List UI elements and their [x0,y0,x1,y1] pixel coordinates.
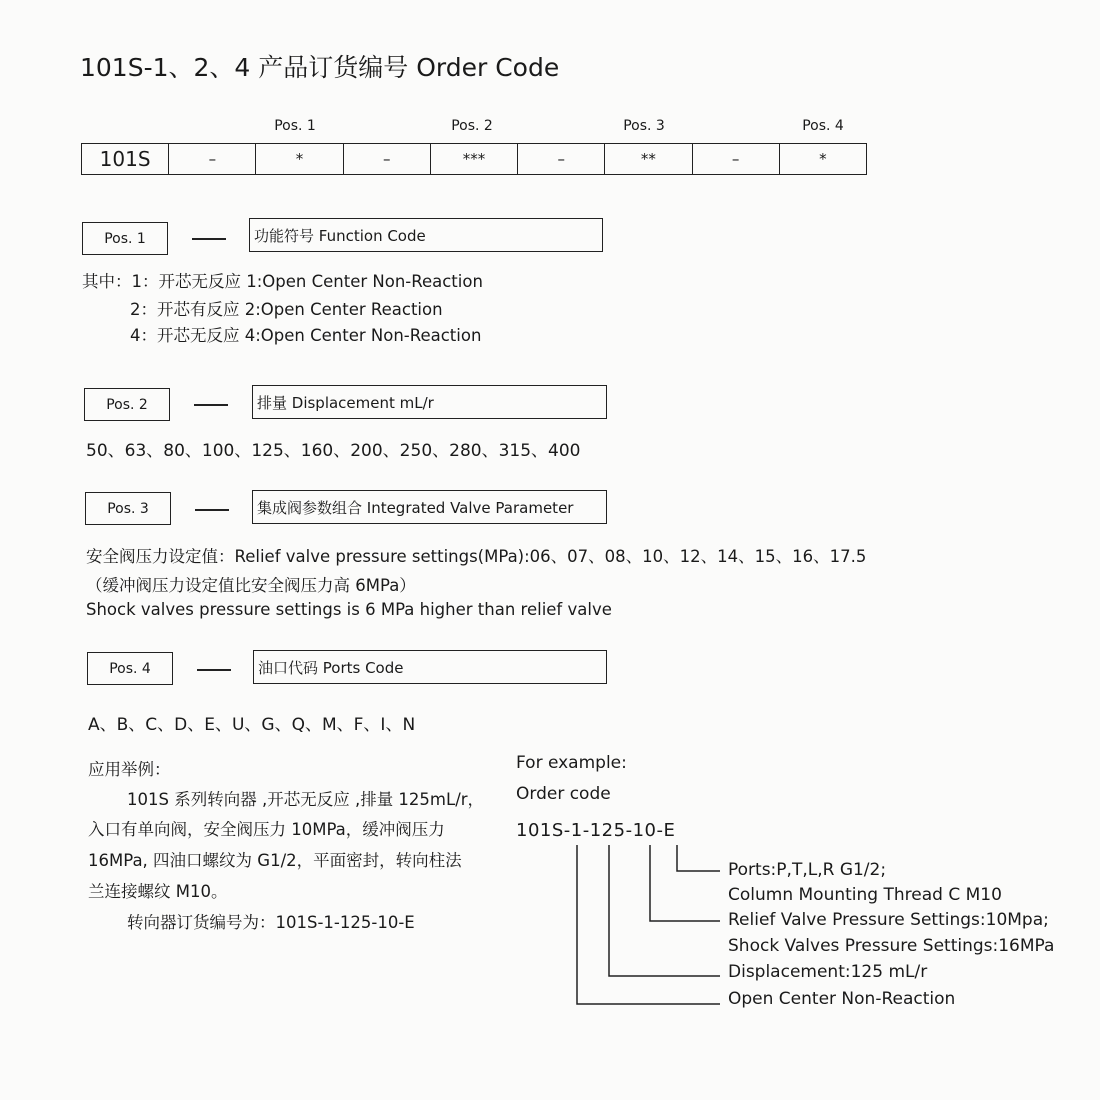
line-function [577,845,720,1004]
pos4-header-label: Pos. 4 [802,118,844,134]
pos1-line-2: 2：开芯有反应 2:Open Center Reaction [130,300,443,319]
pos2-title-box: 排量 Displacement mL/r [252,385,607,419]
example-cn-heading: 应用举例： [88,760,171,779]
code-cell-pos3: ** [605,144,692,175]
code-cell-dash: – [518,144,605,175]
example-en-heading: For example: [516,753,627,773]
code-cell-dash: – [692,144,779,175]
pos2-values: 50、63、80、100、125、160、200、250、280、315、400 [86,441,581,461]
pos1-title-box: 功能符号 Function Code [249,218,603,252]
pos3-line-2: （缓冲阀压力设定值比安全阀压力高 6MPa） [86,576,416,595]
code-cell-dash: – [169,144,256,175]
pos4-title-box: 油口代码 Ports Code [253,650,607,684]
code-cell-pos1: * [256,144,343,175]
pos3-line-3: Shock valves pressure settings is 6 MPa higher than relief valve [86,600,612,619]
pos3-line-1: 安全阀压力设定值：Relief valve pressure settings(MPa):06、07、08、10、12、14、15、16、17.5 [86,547,867,566]
line-ports [677,845,720,871]
pos4-label-box: Pos. 4 [87,652,173,685]
line-displacement [609,845,720,976]
code-cell-pos4: * [779,144,866,175]
example-cn-line-4: 兰连接螺纹 M10。 [88,882,228,901]
legend-shock-pressure: Shock Valves Pressure Settings:16MPa [728,936,1055,956]
pos3-label-box: Pos. 3 [85,492,171,525]
code-cell-series: 101S [82,144,169,175]
code-cell-dash: – [343,144,430,175]
example-cn-line-3: 16MPa, 四油口螺纹为 G1/2，平面密封，转向柱法 [88,851,462,870]
pos2-label-box: Pos. 2 [84,388,170,421]
pos4-values: A、B、C、D、E、U、G、Q、M、F、I、N [88,715,416,735]
page-title: 101S-1、2、4 产品订货编号 Order Code [80,53,560,82]
example-cn-line-2: 入口有单向阀，安全阀压力 10MPa，缓冲阀压力 [88,820,445,839]
example-cn-line-5: 转向器订货编号为：101S-1-125-10-E [127,913,415,932]
pos3-header-label: Pos. 3 [623,118,665,134]
example-en-order-code-label: Order code [516,784,611,804]
pos1-line-1: 其中：1：开芯无反应 1:Open Center Non-Reaction [82,272,483,291]
line-pressure [650,845,720,921]
pos1-label-box: Pos. 1 [82,222,168,255]
example-code: 101S-1-125-10-E [516,820,676,841]
code-cell-pos2: *** [430,144,517,175]
legend-mounting-thread: Column Mounting Thread C M10 [728,885,1002,905]
pos2-header-label: Pos. 2 [451,118,493,134]
example-cn-line-1: 101S 系列转向器 ,开芯无反应 ,排量 125mL/r， [127,790,485,809]
legend-ports: Ports:P,T,L,R G1/2; [728,860,887,880]
pos3-title-box: 集成阀参数组合 Integrated Valve Parameter [252,490,607,524]
legend-function: Open Center Non-Reaction [728,989,956,1009]
legend-displacement: Displacement:125 mL/r [728,962,928,982]
pos1-line-4: 4：开芯无反应 4:Open Center Non-Reaction [130,326,482,345]
pos1-header-label: Pos. 1 [274,118,316,134]
legend-relief-pressure: Relief Valve Pressure Settings:10Mpa; [728,910,1049,930]
